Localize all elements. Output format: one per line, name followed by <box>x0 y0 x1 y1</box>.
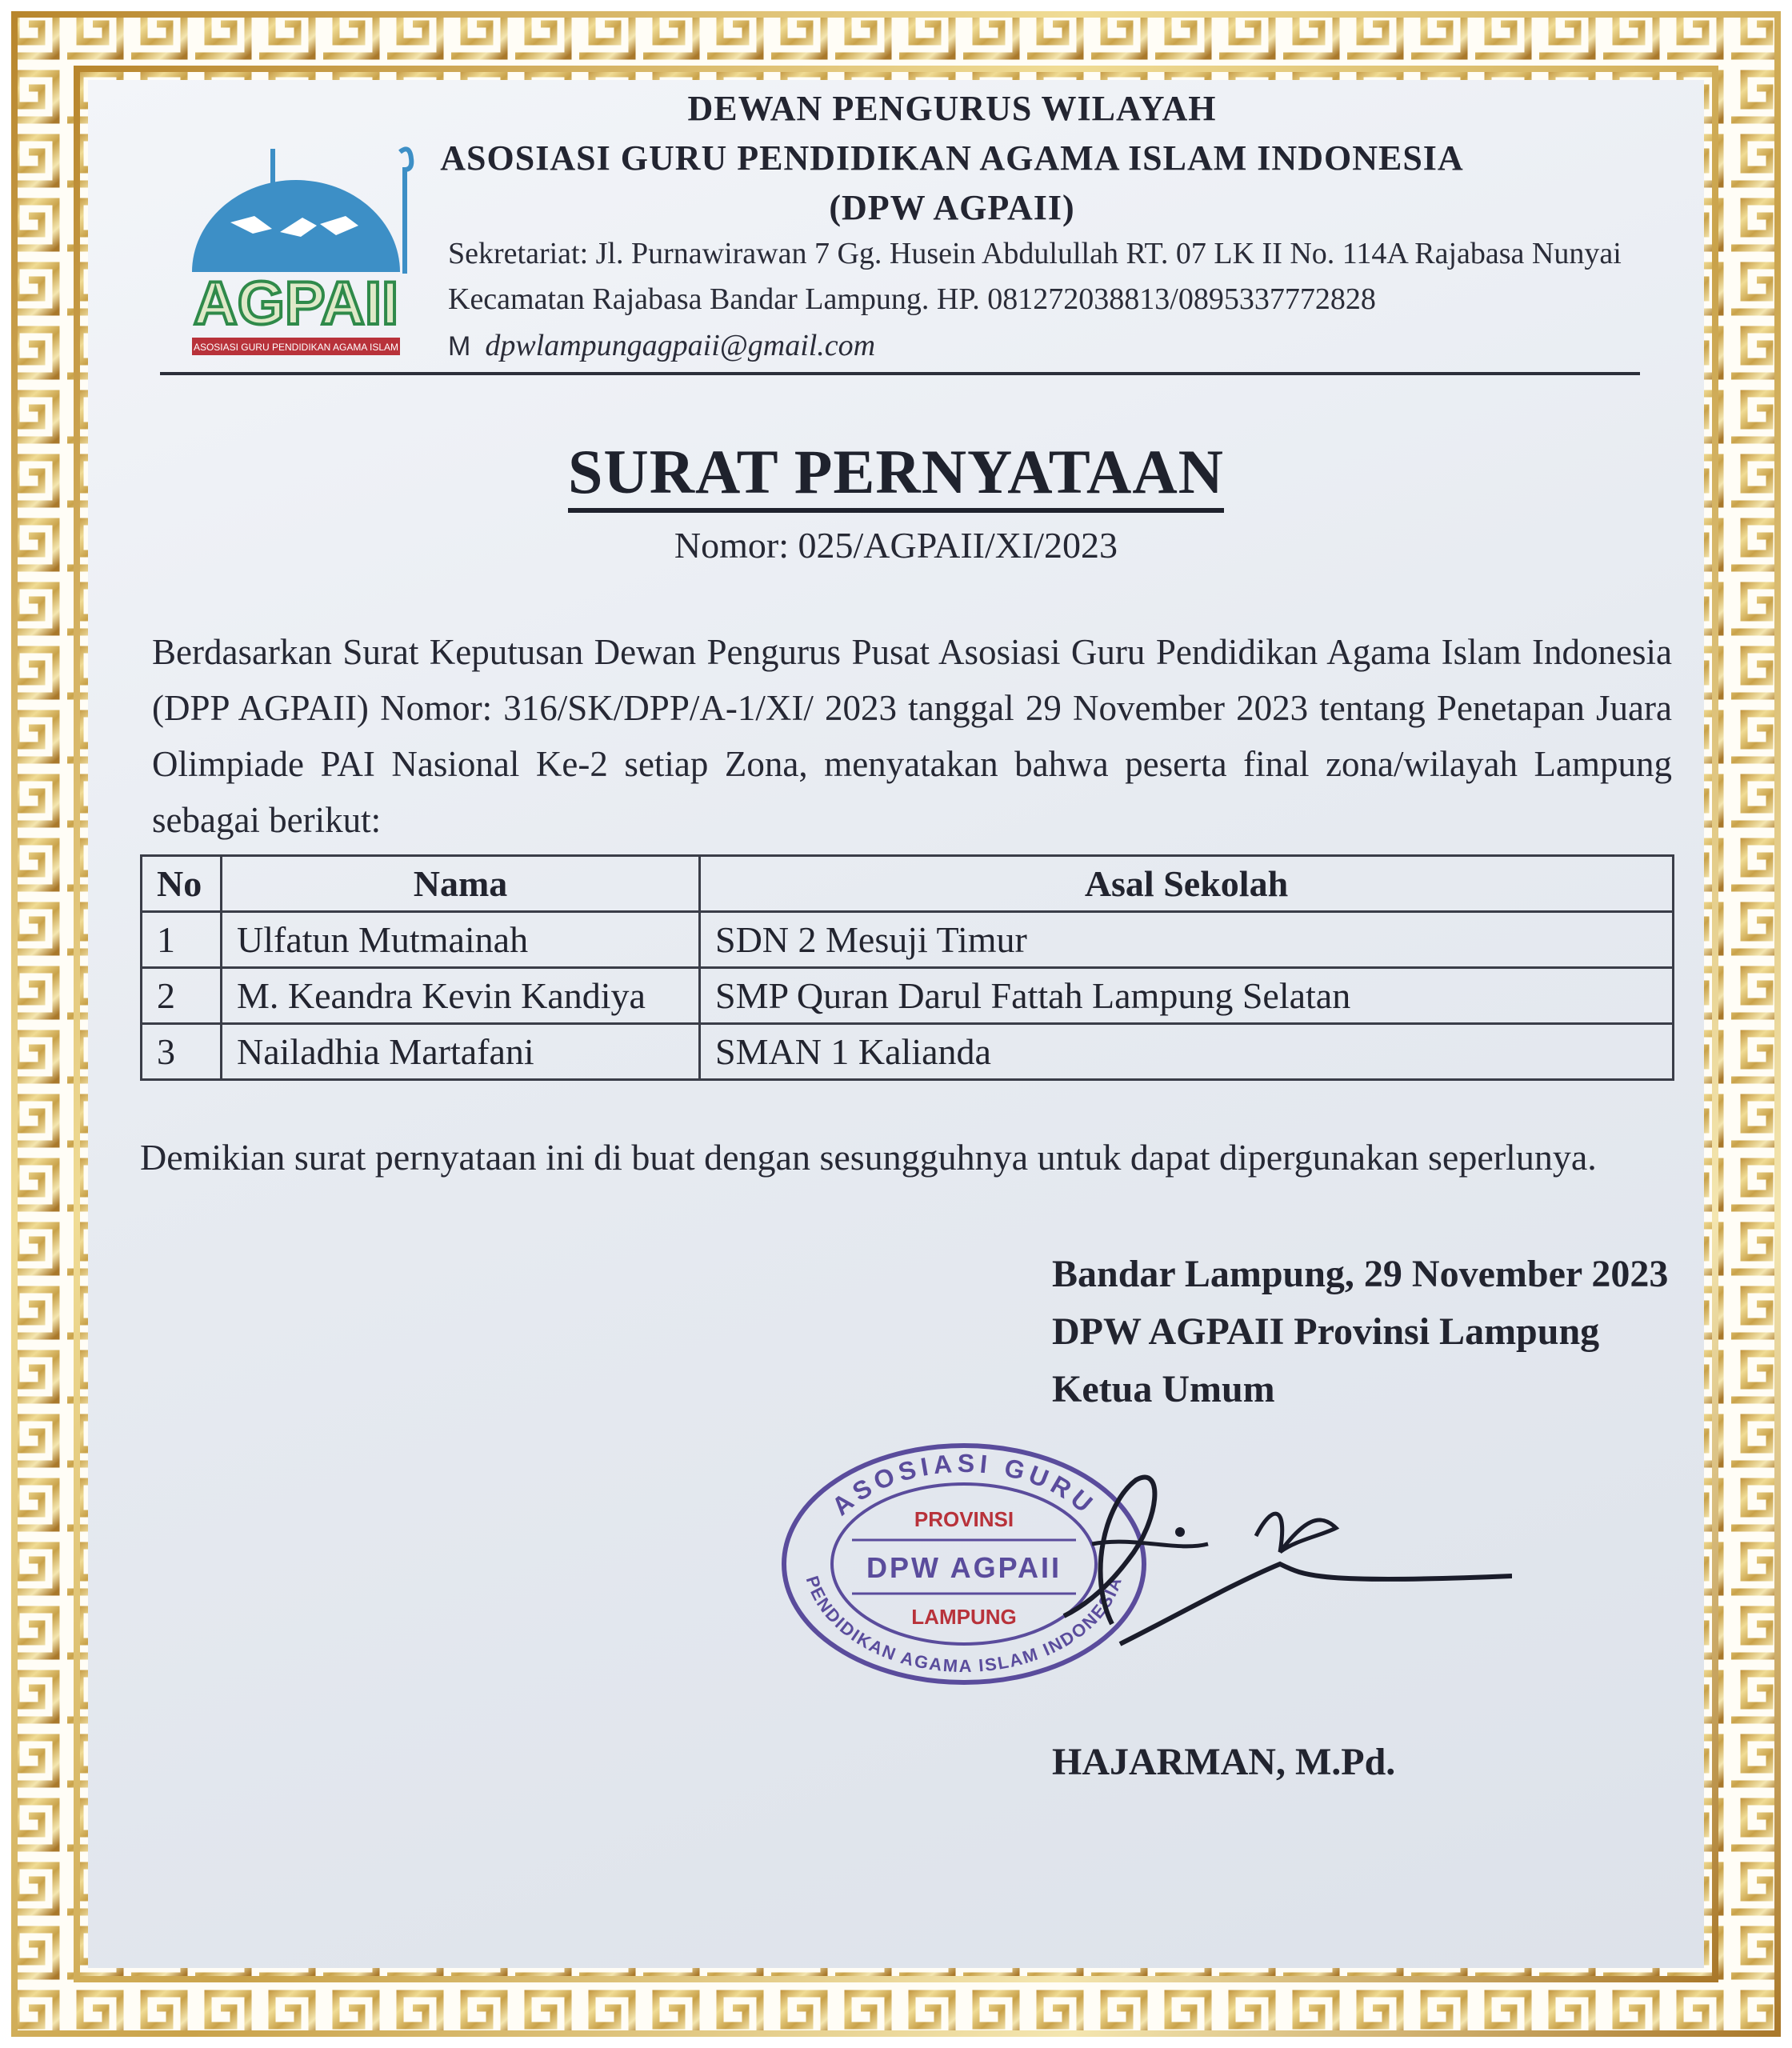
stamp-line-1: PROVINSI <box>914 1507 1014 1531</box>
logo-tagline: ASOSIASI GURU PENDIDIKAN AGAMA ISLAM <box>193 342 399 353</box>
address-line-1: Sekretariat: Jl. Purnawirawan 7 Gg. Husein Abdulullah RT. 07 LK II No. 114A Rajabasa Nunyai <box>448 237 1622 270</box>
stamp-top-arc: ASOSIASI GURU <box>826 1448 1102 1522</box>
cell-no: 1 <box>142 912 222 968</box>
cell-nama: Nailadhia Martafani <box>222 1024 700 1080</box>
org-line-1: DEWAN PENGURUS WILAYAH <box>687 89 1217 128</box>
participants-table <box>140 854 1674 1081</box>
cell-sekolah: SDN 2 Mesuji Timur <box>700 912 1674 968</box>
table-row <box>142 912 1674 968</box>
address-line-2: Kecamatan Rajabasa Bandar Lampung. HP. 081272038813/0895337772828 <box>448 282 1376 316</box>
header-no: No <box>142 856 222 912</box>
table-row <box>142 1024 1674 1080</box>
org-line-3: (DPW AGPAII) <box>829 188 1075 227</box>
table-row <box>142 968 1674 1024</box>
stamp-line-3: LAMPUNG <box>911 1605 1017 1629</box>
document-title: SURAT PERNYATAAN <box>88 436 1704 508</box>
closing-statement: Demikian surat pernyataan ini di buat dengan sesungguhnya untuk dapat dipergunakan seperlunya. <box>140 1137 1597 1178</box>
header-asal-sekolah: Asal Sekolah <box>700 856 1674 912</box>
email-row <box>448 328 875 363</box>
table-header-row <box>142 856 1674 912</box>
place-date: Bandar Lampung, 29 November 2023 <box>1052 1253 1669 1295</box>
signatory-position: Ketua Umum <box>1052 1368 1275 1410</box>
cell-nama: M. Keandra Kevin Kandiya <box>222 968 700 1024</box>
cell-sekolah: SMAN 1 Kalianda <box>700 1024 1674 1080</box>
org-line-2: ASOSIASI GURU PENDIDIKAN AGAMA ISLAM INDONESIA <box>440 138 1464 178</box>
cell-sekolah: SMP Quran Darul Fattah Lampung Selatan <box>700 968 1674 1024</box>
signatory-name: HAJARMAN, M.Pd. <box>1052 1741 1396 1783</box>
agpaii-logo <box>168 128 424 368</box>
handwritten-signature <box>1016 1456 1512 1664</box>
document-number: Nomor: 025/AGPAII/XI/2023 <box>674 525 1118 566</box>
letter-paper <box>88 80 1704 1968</box>
header-divider <box>160 372 1640 375</box>
email-address[interactable]: dpwlampungagpaii@gmail.com <box>485 329 876 362</box>
header-nama: Nama <box>222 856 700 912</box>
cell-nama: Ulfatun Mutmainah <box>222 912 700 968</box>
cell-no: 2 <box>142 968 222 1024</box>
logo-text: AGPAII <box>193 270 399 338</box>
stamp-line-2: DPW AGPAII <box>866 1551 1062 1584</box>
body-paragraph: Berdasarkan Surat Keputusan Dewan Pengurus Pusat Asosiasi Guru Pendidikan Agama Islam Indonesia (DPP AGPAII) Nomor: 316/SK/DPP/A-1/XI/ 2023 tanggal 29 November 2023 tentang Penetapan Juara Olimpiade PAI Nasional Ke-2 setiap Zona, menyatakan bahwa peserta final zona/wilayah Lampung sebagai berikut: <box>152 632 1672 840</box>
signatory-org: DPW AGPAII Provinsi Lampung <box>1052 1310 1600 1353</box>
cell-no: 3 <box>142 1024 222 1080</box>
mail-icon: M <box>448 331 471 362</box>
stamp-bottom-arc: PENDIDIKAN AGAMA ISLAM INDONESIA <box>802 1573 1126 1677</box>
